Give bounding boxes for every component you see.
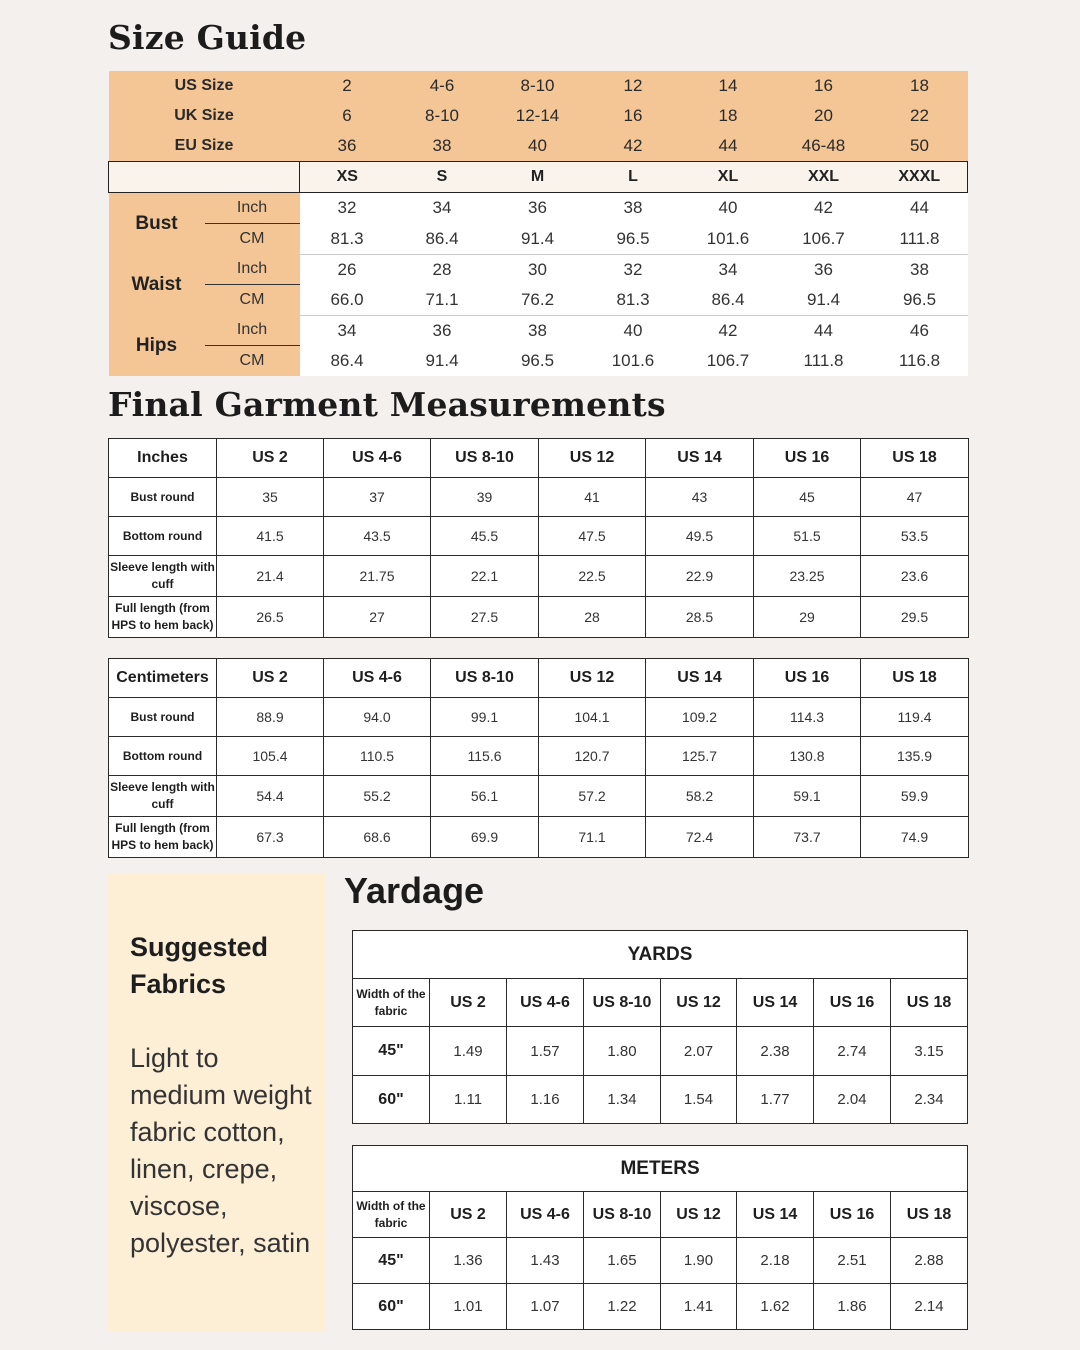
bust-cm-cell: 111.8 bbox=[872, 224, 968, 255]
unit-cm-label: CM bbox=[205, 346, 300, 377]
table-cell: 27.5 bbox=[431, 597, 539, 638]
letter-size-cell: XXL bbox=[776, 162, 872, 193]
table-cell: 27 bbox=[324, 597, 431, 638]
size-header: US 14 bbox=[646, 439, 754, 478]
table-cell: 1.77 bbox=[737, 1076, 814, 1124]
uk-size-cell: 6 bbox=[300, 101, 395, 131]
table-cell: 57.2 bbox=[539, 776, 646, 817]
table-cell: 22.1 bbox=[431, 556, 539, 597]
table-cell: 41.5 bbox=[217, 517, 324, 556]
table-cell: 69.9 bbox=[431, 817, 539, 858]
width-of-fabric-label: Width of the fabric bbox=[353, 1192, 430, 1238]
table-cell: 135.9 bbox=[861, 737, 969, 776]
hips-inch-cell: 42 bbox=[681, 315, 776, 346]
hips-label: Hips bbox=[109, 315, 205, 376]
table-cell: 109.2 bbox=[646, 698, 754, 737]
us-size-row bbox=[109, 71, 968, 101]
table-cell: 21.75 bbox=[324, 556, 431, 597]
bust-inch-cell: 40 bbox=[681, 193, 776, 224]
table-cell: 2.51 bbox=[814, 1238, 891, 1284]
table-row bbox=[109, 817, 969, 858]
uk-size-row bbox=[109, 101, 968, 131]
us-size-cell: 12 bbox=[586, 71, 681, 101]
yardage-header-row bbox=[353, 1192, 968, 1238]
waist-inch-cell: 28 bbox=[395, 254, 490, 285]
table-row bbox=[353, 1076, 968, 1124]
unit-inch-label: Inch bbox=[205, 315, 300, 346]
unit-cm-label: CM bbox=[205, 285, 300, 316]
letter-size-cell: S bbox=[395, 162, 490, 193]
bust-label: Bust bbox=[109, 193, 205, 255]
unit-inch-label: Inch bbox=[205, 254, 300, 285]
size-header: US 4-6 bbox=[507, 979, 584, 1027]
table-cell: 115.6 bbox=[431, 737, 539, 776]
uk-size-cell: 20 bbox=[776, 101, 872, 131]
size-header: US 18 bbox=[891, 979, 968, 1027]
uk-size-cell: 18 bbox=[681, 101, 776, 131]
table-cell: 1.01 bbox=[430, 1284, 507, 1330]
table-cell: 53.5 bbox=[861, 517, 969, 556]
waist-inch-row bbox=[109, 254, 968, 285]
size-guide-table bbox=[108, 71, 968, 376]
size-header: US 18 bbox=[861, 439, 969, 478]
table-cell: 1.49 bbox=[430, 1027, 507, 1076]
waist-cm-row bbox=[109, 285, 968, 316]
waist-inch-cell: 38 bbox=[872, 254, 968, 285]
table-cell: 68.6 bbox=[324, 817, 431, 858]
us-size-label: US Size bbox=[109, 71, 300, 101]
table-cell: 54.4 bbox=[217, 776, 324, 817]
row-label: Bust round bbox=[109, 478, 217, 517]
table-row bbox=[109, 478, 969, 517]
table-row bbox=[109, 776, 969, 817]
table-cell: 23.6 bbox=[861, 556, 969, 597]
hips-inch-cell: 40 bbox=[586, 315, 681, 346]
table-cell: 1.41 bbox=[661, 1284, 737, 1330]
yardage-header-row bbox=[353, 979, 968, 1027]
hips-cm-cell: 101.6 bbox=[586, 346, 681, 377]
uk-size-label: UK Size bbox=[109, 101, 300, 131]
waist-cm-cell: 86.4 bbox=[681, 285, 776, 316]
table-cell: 37 bbox=[324, 478, 431, 517]
table-row bbox=[353, 1027, 968, 1076]
us-size-cell: 14 bbox=[681, 71, 776, 101]
size-header: US 16 bbox=[814, 979, 891, 1027]
bust-cm-cell: 81.3 bbox=[300, 224, 395, 255]
table-cell: 22.5 bbox=[539, 556, 646, 597]
garment-centimeters-table bbox=[108, 658, 969, 858]
table-cell: 1.86 bbox=[814, 1284, 891, 1330]
table-cell: 43.5 bbox=[324, 517, 431, 556]
suggested-fabrics-panel bbox=[108, 874, 325, 1331]
table-cell: 1.62 bbox=[737, 1284, 814, 1330]
table-cell: 1.57 bbox=[507, 1027, 584, 1076]
hips-cm-cell: 86.4 bbox=[300, 346, 395, 377]
size-header: US 12 bbox=[661, 979, 737, 1027]
table-cell: 29 bbox=[754, 597, 861, 638]
eu-size-cell: 50 bbox=[872, 131, 968, 162]
fabric-width-cell: 45" bbox=[353, 1027, 430, 1076]
table-cell: 29.5 bbox=[861, 597, 969, 638]
table-cell: 1.16 bbox=[507, 1076, 584, 1124]
table-cell: 45 bbox=[754, 478, 861, 517]
table-row bbox=[353, 1284, 968, 1330]
hips-cm-cell: 96.5 bbox=[490, 346, 586, 377]
size-header: US 14 bbox=[737, 1192, 814, 1238]
waist-cm-cell: 91.4 bbox=[776, 285, 872, 316]
table-cell: 39 bbox=[431, 478, 539, 517]
eu-size-cell: 36 bbox=[300, 131, 395, 162]
size-header: US 4-6 bbox=[324, 439, 431, 478]
waist-cm-cell: 66.0 bbox=[300, 285, 395, 316]
table-cell: 23.25 bbox=[754, 556, 861, 597]
size-header: US 14 bbox=[737, 979, 814, 1027]
yards-table bbox=[352, 930, 968, 1124]
us-size-cell: 8-10 bbox=[490, 71, 586, 101]
eu-size-cell: 42 bbox=[586, 131, 681, 162]
table-cell: 1.43 bbox=[507, 1238, 584, 1284]
table-cell: 51.5 bbox=[754, 517, 861, 556]
bust-cm-cell: 91.4 bbox=[490, 224, 586, 255]
waist-label: Waist bbox=[109, 254, 205, 315]
table-cell: 2.18 bbox=[737, 1238, 814, 1284]
bust-cm-cell: 106.7 bbox=[776, 224, 872, 255]
bust-inch-cell: 38 bbox=[586, 193, 681, 224]
bust-inch-cell: 44 bbox=[872, 193, 968, 224]
table-cell: 1.65 bbox=[584, 1238, 661, 1284]
table-cell: 110.5 bbox=[324, 737, 431, 776]
unit-cm-label: CM bbox=[205, 224, 300, 255]
table-cell: 2.07 bbox=[661, 1027, 737, 1076]
hips-inch-cell: 36 bbox=[395, 315, 490, 346]
table-cell: 26.5 bbox=[217, 597, 324, 638]
size-header: US 2 bbox=[217, 659, 324, 698]
table-cell: 58.2 bbox=[646, 776, 754, 817]
table-row bbox=[109, 698, 969, 737]
table-cell: 47 bbox=[861, 478, 969, 517]
garment-header-row bbox=[109, 439, 969, 478]
table-cell: 2.38 bbox=[737, 1027, 814, 1076]
table-row bbox=[109, 556, 969, 597]
letter-size-cell: L bbox=[586, 162, 681, 193]
table-cell: 105.4 bbox=[217, 737, 324, 776]
table-cell: 49.5 bbox=[646, 517, 754, 556]
uk-size-cell: 22 bbox=[872, 101, 968, 131]
table-cell: 1.34 bbox=[584, 1076, 661, 1124]
table-cell: 47.5 bbox=[539, 517, 646, 556]
waist-inch-cell: 26 bbox=[300, 254, 395, 285]
eu-size-label: EU Size bbox=[109, 131, 300, 162]
size-header: US 8-10 bbox=[431, 659, 539, 698]
size-header: US 8-10 bbox=[584, 1192, 661, 1238]
bust-inch-cell: 32 bbox=[300, 193, 395, 224]
uk-size-cell: 8-10 bbox=[395, 101, 490, 131]
hips-inch-cell: 44 bbox=[776, 315, 872, 346]
table-row bbox=[109, 597, 969, 638]
bust-inch-row bbox=[109, 193, 968, 224]
letter-size-cell: XL bbox=[681, 162, 776, 193]
inches-label: Inches bbox=[109, 439, 217, 478]
size-header: US 14 bbox=[646, 659, 754, 698]
table-cell: 59.1 bbox=[754, 776, 861, 817]
table-cell: 28 bbox=[539, 597, 646, 638]
table-cell: 28.5 bbox=[646, 597, 754, 638]
hips-inch-row bbox=[109, 315, 968, 346]
table-cell: 2.34 bbox=[891, 1076, 968, 1124]
size-header: US 16 bbox=[754, 659, 861, 698]
table-cell: 67.3 bbox=[217, 817, 324, 858]
table-cell: 71.1 bbox=[539, 817, 646, 858]
bust-cm-row bbox=[109, 224, 968, 255]
bust-cm-cell: 86.4 bbox=[395, 224, 490, 255]
eu-size-cell: 40 bbox=[490, 131, 586, 162]
us-size-cell: 4-6 bbox=[395, 71, 490, 101]
letter-size-row bbox=[109, 162, 968, 193]
size-header: US 16 bbox=[754, 439, 861, 478]
hips-inch-cell: 34 bbox=[300, 315, 395, 346]
fabric-width-cell: 60" bbox=[353, 1076, 430, 1124]
table-cell: 35 bbox=[217, 478, 324, 517]
centimeters-label: Centimeters bbox=[109, 659, 217, 698]
table-cell: 130.8 bbox=[754, 737, 861, 776]
us-size-cell: 2 bbox=[300, 71, 395, 101]
size-header: US 18 bbox=[891, 1192, 968, 1238]
table-cell: 120.7 bbox=[539, 737, 646, 776]
us-size-cell: 16 bbox=[776, 71, 872, 101]
waist-cm-cell: 81.3 bbox=[586, 285, 681, 316]
letter-size-cell: XS bbox=[300, 162, 395, 193]
garment-header-row bbox=[109, 659, 969, 698]
table-cell: 73.7 bbox=[754, 817, 861, 858]
letter-size-blank bbox=[109, 162, 300, 193]
garment-inches-table bbox=[108, 438, 969, 638]
hips-inch-cell: 46 bbox=[872, 315, 968, 346]
size-header: US 18 bbox=[861, 659, 969, 698]
hips-cm-cell: 106.7 bbox=[681, 346, 776, 377]
letter-size-cell: XXXL bbox=[872, 162, 968, 193]
table-cell: 2.14 bbox=[891, 1284, 968, 1330]
row-label: Sleeve length with cuff bbox=[109, 776, 217, 817]
table-cell: 2.04 bbox=[814, 1076, 891, 1124]
waist-inch-cell: 32 bbox=[586, 254, 681, 285]
row-label: Bust round bbox=[109, 698, 217, 737]
fabric-width-cell: 45" bbox=[353, 1238, 430, 1284]
size-header: US 2 bbox=[217, 439, 324, 478]
table-cell: 74.9 bbox=[861, 817, 969, 858]
letter-size-cell: M bbox=[490, 162, 586, 193]
table-cell: 56.1 bbox=[431, 776, 539, 817]
meters-caption-row bbox=[353, 1146, 968, 1192]
row-label: Full length (from HPS to hem back) bbox=[109, 817, 217, 858]
size-header: US 2 bbox=[430, 1192, 507, 1238]
table-cell: 114.3 bbox=[754, 698, 861, 737]
size-header: US 8-10 bbox=[431, 439, 539, 478]
waist-cm-cell: 76.2 bbox=[490, 285, 586, 316]
table-cell: 55.2 bbox=[324, 776, 431, 817]
eu-size-cell: 38 bbox=[395, 131, 490, 162]
table-row bbox=[353, 1238, 968, 1284]
fabric-width-cell: 60" bbox=[353, 1284, 430, 1330]
table-cell: 1.22 bbox=[584, 1284, 661, 1330]
table-cell: 59.9 bbox=[861, 776, 969, 817]
table-cell: 2.74 bbox=[814, 1027, 891, 1076]
bust-inch-cell: 34 bbox=[395, 193, 490, 224]
table-cell: 1.07 bbox=[507, 1284, 584, 1330]
size-header: US 8-10 bbox=[584, 979, 661, 1027]
unit-inch-label: Inch bbox=[205, 193, 300, 224]
table-cell: 1.36 bbox=[430, 1238, 507, 1284]
size-header: US 16 bbox=[814, 1192, 891, 1238]
table-cell: 22.9 bbox=[646, 556, 754, 597]
uk-size-cell: 12-14 bbox=[490, 101, 586, 131]
bust-cm-cell: 96.5 bbox=[586, 224, 681, 255]
row-label: Sleeve length with cuff bbox=[109, 556, 217, 597]
bust-inch-cell: 36 bbox=[490, 193, 586, 224]
table-cell: 43 bbox=[646, 478, 754, 517]
row-label: Full length (from HPS to hem back) bbox=[109, 597, 217, 638]
bust-inch-cell: 42 bbox=[776, 193, 872, 224]
table-cell: 21.4 bbox=[217, 556, 324, 597]
waist-inch-cell: 34 bbox=[681, 254, 776, 285]
hips-cm-cell: 111.8 bbox=[776, 346, 872, 377]
width-of-fabric-label: Width of the fabric bbox=[353, 979, 430, 1027]
table-cell: 88.9 bbox=[217, 698, 324, 737]
yardage-title: Yardage bbox=[344, 870, 485, 911]
size-header: US 12 bbox=[539, 659, 646, 698]
table-cell: 99.1 bbox=[431, 698, 539, 737]
waist-inch-cell: 30 bbox=[490, 254, 586, 285]
size-header: US 12 bbox=[661, 1192, 737, 1238]
final-garment-title: Final Garment Measurements bbox=[108, 385, 666, 424]
hips-cm-row bbox=[109, 346, 968, 377]
row-label: Bottom round bbox=[109, 517, 217, 556]
table-row bbox=[109, 517, 969, 556]
hips-inch-cell: 38 bbox=[490, 315, 586, 346]
waist-cm-cell: 71.1 bbox=[395, 285, 490, 316]
table-cell: 1.11 bbox=[430, 1076, 507, 1124]
table-row bbox=[109, 737, 969, 776]
hips-cm-cell: 116.8 bbox=[872, 346, 968, 377]
table-cell: 72.4 bbox=[646, 817, 754, 858]
bust-cm-cell: 101.6 bbox=[681, 224, 776, 255]
uk-size-cell: 16 bbox=[586, 101, 681, 131]
table-cell: 1.54 bbox=[661, 1076, 737, 1124]
table-cell: 119.4 bbox=[861, 698, 969, 737]
size-header: US 4-6 bbox=[324, 659, 431, 698]
row-label: Bottom round bbox=[109, 737, 217, 776]
hips-cm-cell: 91.4 bbox=[395, 346, 490, 377]
eu-size-row bbox=[109, 131, 968, 162]
table-cell: 125.7 bbox=[646, 737, 754, 776]
suggested-fabrics-text: Light to medium weight fabric cotton, linen, crepe, viscose, polyester, satin bbox=[130, 1043, 312, 1258]
size-guide-title: Size Guide bbox=[108, 18, 307, 57]
table-cell: 1.80 bbox=[584, 1027, 661, 1076]
table-cell: 3.15 bbox=[891, 1027, 968, 1076]
yards-caption-row bbox=[353, 931, 968, 979]
table-cell: 41 bbox=[539, 478, 646, 517]
meters-caption: METERS bbox=[353, 1146, 968, 1192]
table-cell: 1.90 bbox=[661, 1238, 737, 1284]
yards-caption: YARDS bbox=[353, 931, 968, 979]
size-header: US 12 bbox=[539, 439, 646, 478]
meters-table bbox=[352, 1145, 968, 1330]
eu-size-cell: 44 bbox=[681, 131, 776, 162]
suggested-fabrics-title: Suggested Fabrics bbox=[130, 932, 269, 999]
waist-cm-cell: 96.5 bbox=[872, 285, 968, 316]
size-header: US 2 bbox=[430, 979, 507, 1027]
table-cell: 2.88 bbox=[891, 1238, 968, 1284]
table-cell: 104.1 bbox=[539, 698, 646, 737]
us-size-cell: 18 bbox=[872, 71, 968, 101]
table-cell: 45.5 bbox=[431, 517, 539, 556]
table-cell: 94.0 bbox=[324, 698, 431, 737]
waist-inch-cell: 36 bbox=[776, 254, 872, 285]
eu-size-cell: 46-48 bbox=[776, 131, 872, 162]
size-header: US 4-6 bbox=[507, 1192, 584, 1238]
